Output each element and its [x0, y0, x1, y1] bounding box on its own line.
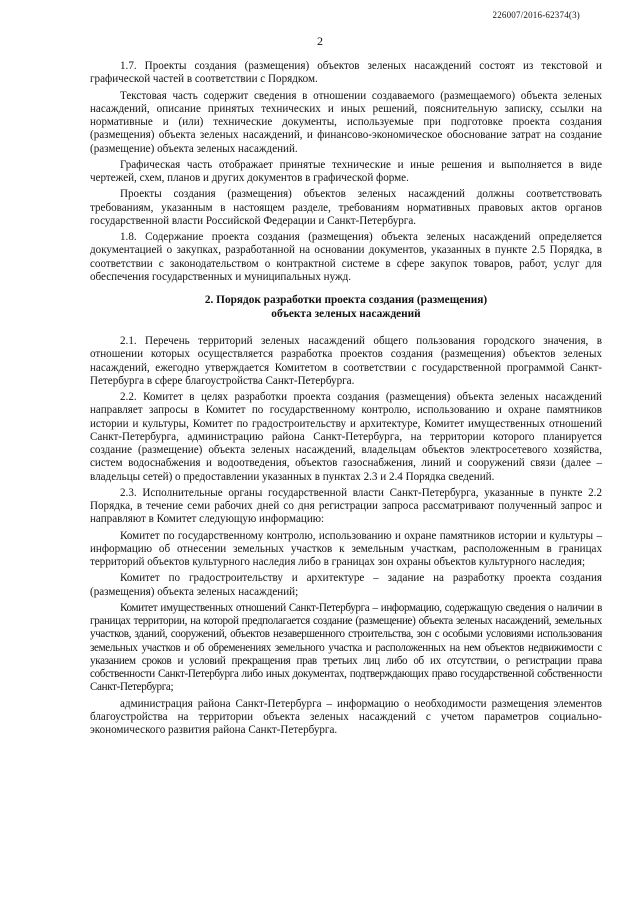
section-heading	[90, 294, 602, 321]
paragraph-text-part: Текстовая часть содержит сведения в отношении создаваемого (размещаемого) объекта зеленых насаждений, описание принятых технических и иных решений, пояснительную записку, ссылки на нормативные и (или) технические документы, используемые при подготовке проекта создания (размещения) объекта зеленых насаждений, и финансово-экономическое обоснование затрат на создание (размещение) объекта зеленых насаждений.	[90, 89, 602, 155]
paragraph-2-1: 2.1. Перечень территорий зеленых насаждений общего пользования городского значения, в отношении которых осуществляется разработка проектов создания (размещения) объектов зеленых насаждений, ежегодно утверждается Комитетом в соответствии с государственной программой Санкт-Петербурга в сфере благоустройства Санкт-Петербурга.	[90, 335, 602, 387]
paragraph-district-administration: администрация района Санкт-Петербурга – информацию о необходимости размещения элементов благоустройства на территории объекта зеленых насаждений с учетом параметров социально-экономического развития района Санкт-Петербурга.	[90, 697, 602, 736]
paragraph-graphic-part: Графическая часть отображает принятые технические и иные решения и выполняется в виде чертежей, схем, планов и других документов в графической форме.	[90, 158, 602, 184]
paragraph-1-7: 1.7. Проекты создания (размещения) объектов зеленых насаждений состоят из текстовой и графической частей в соответствии с Порядком.	[90, 60, 602, 86]
paragraph-requirements: Проекты создания (размещения) объектов зеленых насаждений должны соответствовать требованиям, указанным в настоящем разделе, требованиям нормативных правовых актов органов государственной власти Российской Федерации и Санкт-Петербурга.	[90, 188, 602, 227]
paragraph-2-2: 2.2. Комитет в целях разработки проекта создания (размещения) объекта зеленых насаждений направляет запросы в Комитет по государственному контролю, использованию и охране памятников истории и культуры, Комитет по градостроительству и архитектуре, Комитет имущественных отношений Санкт-Петербурга, администрацию района Санкт-Петербурга, на территории которого планируется создание (размещение) объекта зеленых насаждений, владельцам объектов электросетевого хозяйства, систем водоснабжения и водоотведения, объектов газоснабжения, линий и сооружений связи (далее – владельцы сетей) о предоставлении указанных в пунктах 2.3 и 2.4 Порядка сведений.	[90, 391, 602, 483]
document-id: 226007/2016-62374(3)	[492, 10, 580, 20]
paragraph-heritage-committee: Комитет по государственному контролю, использованию и охране памятников истории и культуры – информацию об отнесении земельных участков к земельным участкам, расположенным в границах территорий объектов культурного наследия либо в границах зон охраны объектов культурного наследия;	[90, 529, 602, 568]
document-body	[90, 60, 602, 740]
paragraph-urban-committee: Комитет по градостроительству и архитектуре – задание на разработку проекта создания (размещения) объекта зеленых насаждений;	[90, 572, 602, 598]
paragraph-2-3: 2.3. Исполнительные органы государственной власти Санкт-Петербурга, указанные в пункте 2.2 Порядка, в течение семи рабочих дней со дня регистрации запроса рассматривают полученный запрос и направляют в Комитет следующую информацию:	[90, 486, 602, 526]
paragraph-property-committee: Комитет имущественных отношений Санкт-Петербурга – информацию, содержащую сведения о наличии в границах территории, на которой предполагается создание (размещение) объекта зеленых насаждений, земельных участков, зданий, сооружений, объектов незавершенного строительства, зон с особыми условиями использования земельных участков и об обременениях земельного участка и расположенных на нем объектов недвижимости с указанием сроков и условий прекращения прав третьих лиц либо об их отсутствии, о регистрации права собственности Санкт-Петербурга либо иных документах, подтверждающих право государственной собственности Санкт-Петербурга;	[90, 601, 602, 694]
section-heading-line-1: 2. Порядок разработки проекта создания (размещения)	[204, 294, 488, 306]
paragraph-1-8: 1.8. Содержание проекта создания (размещения) объекта зеленых насаждений определяется документацией о закупках, разработанной на основании документов, указанных в пункте 2.5 Порядка, в соответствии с законодательством о контрактной системе в сфере закупок товаров, работ, услуг для обеспечения государственных и муниципальных нужд.	[90, 231, 602, 283]
page-number: 2	[317, 34, 323, 48]
section-heading-line-2: объекта зеленых насаждений	[271, 307, 421, 320]
